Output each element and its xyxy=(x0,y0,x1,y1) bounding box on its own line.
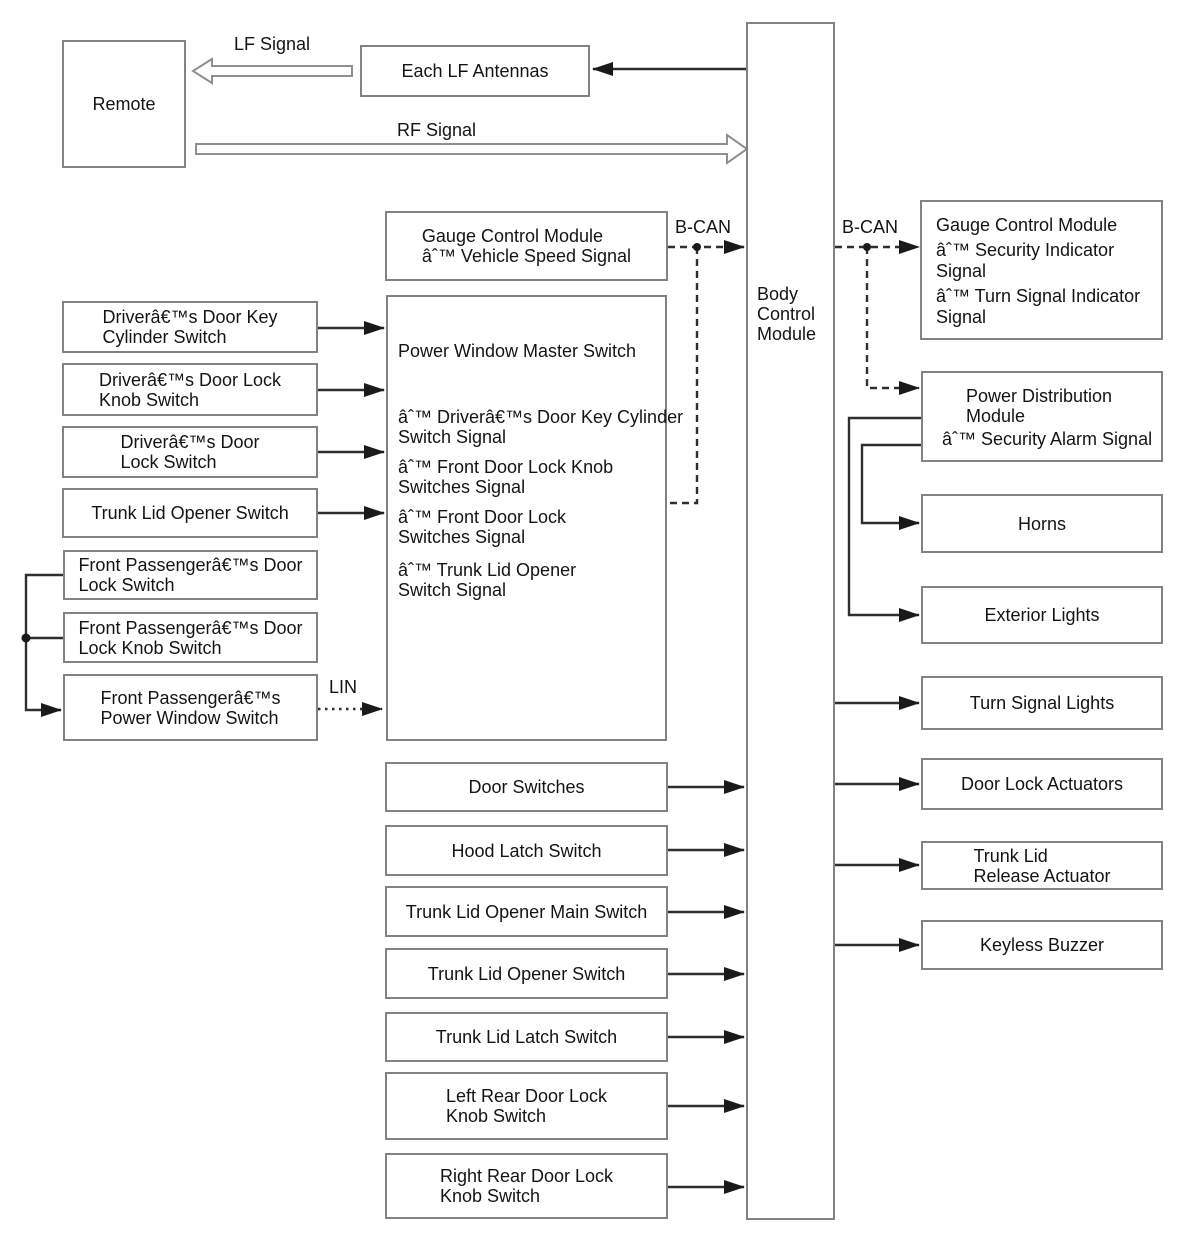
label-line: Release Actuator xyxy=(973,865,1111,886)
bcan-right-branch xyxy=(867,247,919,388)
label-line: Power Window Switch xyxy=(100,707,279,728)
node-right-rear-door-lock-knob-switch xyxy=(385,1153,668,1219)
label-line: Left Rear Door Lock xyxy=(445,1086,608,1106)
label-line: Body xyxy=(757,284,799,304)
node-label: Exterior Lights xyxy=(984,605,1100,625)
label-line: Lock Switch xyxy=(120,452,217,472)
node-label: Hood Latch Switch xyxy=(451,840,602,861)
bullet-item xyxy=(398,407,684,447)
label-line: Module xyxy=(757,324,817,344)
node-label: Door Lock Actuators xyxy=(960,774,1124,794)
bullet-line: âˆ™ Front Door Lock Knob xyxy=(398,457,614,477)
bullet-line: âˆ™ Security Alarm Signal xyxy=(942,429,1153,449)
node-label-lines xyxy=(446,1086,607,1126)
bullet-item xyxy=(398,560,665,600)
label-line: Control xyxy=(757,304,816,324)
label-line: Knob Switch xyxy=(439,1186,541,1206)
bullet-item xyxy=(398,507,665,547)
bullet-line: Signal xyxy=(936,307,987,327)
node-gauge-control-module-input xyxy=(385,211,668,281)
node-label-lines xyxy=(78,618,302,658)
node-trunk-lid-opener-switch xyxy=(385,948,668,999)
bullet-line: Signal xyxy=(936,261,987,281)
node-label: Trunk Lid Opener Switch xyxy=(91,503,289,523)
bullet-item xyxy=(936,286,1161,328)
node-title: Gauge Control Module xyxy=(936,215,1118,235)
node-driver-door-key-cylinder-switch xyxy=(62,301,318,353)
node-label: Horns xyxy=(1017,513,1066,534)
node-horns xyxy=(921,494,1163,553)
node-label: Turn Signal Lights xyxy=(969,693,1115,713)
bcan-right-junction-dot xyxy=(863,243,871,251)
label-line: Lock Knob Switch xyxy=(78,637,222,658)
rf-signal-label: RF Signal xyxy=(397,120,477,140)
node-door-lock-actuators xyxy=(921,758,1163,810)
node-label: Keyless Buzzer xyxy=(979,935,1105,955)
node-label: Trunk Lid Opener Main Switch xyxy=(405,901,648,922)
node-label: Trunk Lid Opener Switch xyxy=(427,963,626,984)
node-label-lines xyxy=(973,846,1110,886)
bullet-line: Switches Signal xyxy=(398,527,526,547)
label-line: Lock Switch xyxy=(78,575,175,595)
node-driver-door-lock-switch xyxy=(62,426,318,478)
label-line: Right Rear Door Lock xyxy=(439,1166,614,1186)
node-body-control-module xyxy=(746,22,835,1220)
node-front-passenger-door-lock-switch xyxy=(63,550,318,600)
node-door-switches xyxy=(385,762,668,812)
node-label: Each LF Antennas xyxy=(401,61,549,81)
label-line: Trunk Lid xyxy=(973,845,1048,866)
node-trunk-lid-latch-switch xyxy=(385,1012,668,1062)
node-front-passenger-power-window-switch xyxy=(63,674,318,741)
node-driver-door-lock-knob-switch xyxy=(62,363,318,416)
node-label-lines xyxy=(78,555,302,595)
bullet-line: âˆ™ Trunk Lid Opener xyxy=(398,560,577,580)
node-label-lines xyxy=(120,432,259,472)
node-label-lines xyxy=(422,226,631,266)
bullet-line: âˆ™ Turn Signal Indicator xyxy=(936,286,1141,306)
node-power-window-master-switch xyxy=(386,295,684,741)
bullet-item xyxy=(398,457,665,497)
label-line: Knob Switch xyxy=(445,1106,547,1126)
lf-signal-arrow xyxy=(193,59,352,83)
bullet-line: âˆ™ Driverâ€™s Door Key Cylinder xyxy=(398,407,684,427)
bullet-line: Switch Signal xyxy=(398,427,507,447)
node-hood-latch-switch xyxy=(385,825,668,876)
bullet-line: Switch Signal xyxy=(398,580,507,600)
lin-label: LIN xyxy=(329,677,358,697)
node-trunk-lid-release-actuator xyxy=(921,841,1163,890)
fp-bracket-junction-dot xyxy=(22,634,31,643)
node-label: Trunk Lid Latch Switch xyxy=(435,1027,618,1047)
arrow-pdm-to-exterior-lights xyxy=(849,418,921,615)
bullet-line: âˆ™ Front Door Lock xyxy=(398,507,567,527)
label-line: âˆ™ Vehicle Speed Signal xyxy=(421,246,632,266)
bullet-line: âˆ™ Security Indicator xyxy=(936,240,1115,260)
node-gauge-control-module-output xyxy=(920,200,1163,340)
node-exterior-lights xyxy=(921,586,1163,644)
label-line: Driverâ€™s Door xyxy=(120,432,260,452)
bcan-left-label: B-CAN xyxy=(675,217,732,237)
lf-signal-label: LF Signal xyxy=(234,34,311,54)
node-remote xyxy=(62,40,186,168)
node-front-passenger-door-lock-knob-switch xyxy=(63,612,318,663)
node-label: Remote xyxy=(92,94,156,114)
node-trunk-lid-opener-switch-left xyxy=(62,488,318,538)
label-line: Driverâ€™s Door Key xyxy=(102,307,278,327)
bullet-item xyxy=(936,240,1161,282)
label-line: Knob Switch xyxy=(98,389,200,410)
node-label-lines xyxy=(440,1166,613,1206)
node-label-lines xyxy=(100,688,280,728)
node-power-distribution-module xyxy=(921,371,1163,462)
node-title-line: Power Distribution xyxy=(966,386,1113,406)
label-line: Driverâ€™s Door Lock xyxy=(98,369,282,390)
node-left-rear-door-lock-knob-switch xyxy=(385,1072,668,1140)
node-each-lf-antennas xyxy=(360,45,590,97)
node-label-lines xyxy=(99,370,281,410)
node-turn-signal-lights xyxy=(921,676,1163,730)
bcan-right-label: B-CAN xyxy=(842,217,899,237)
label-line: Front Passengerâ€™s Door xyxy=(78,555,303,575)
bcan-left-branch xyxy=(670,247,697,503)
node-label: Door Switches xyxy=(468,777,585,797)
label-line: Front Passengerâ€™s xyxy=(100,687,281,708)
node-title-line: Module xyxy=(966,406,1026,426)
node-trunk-lid-opener-main-switch xyxy=(385,886,668,937)
bcan-left-junction-dot xyxy=(693,243,701,251)
label-line: Cylinder Switch xyxy=(102,327,227,347)
label-line: Front Passengerâ€™s Door xyxy=(78,617,303,638)
node-keyless-buzzer xyxy=(921,920,1163,970)
label-line: Gauge Control Module xyxy=(421,226,604,246)
bullet-line: Switches Signal xyxy=(398,477,526,497)
node-label-lines xyxy=(102,307,277,347)
arrow-pdm-to-horns xyxy=(862,445,921,523)
fp-bracket-line xyxy=(26,575,63,710)
node-title: Power Window Master Switch xyxy=(398,341,637,361)
